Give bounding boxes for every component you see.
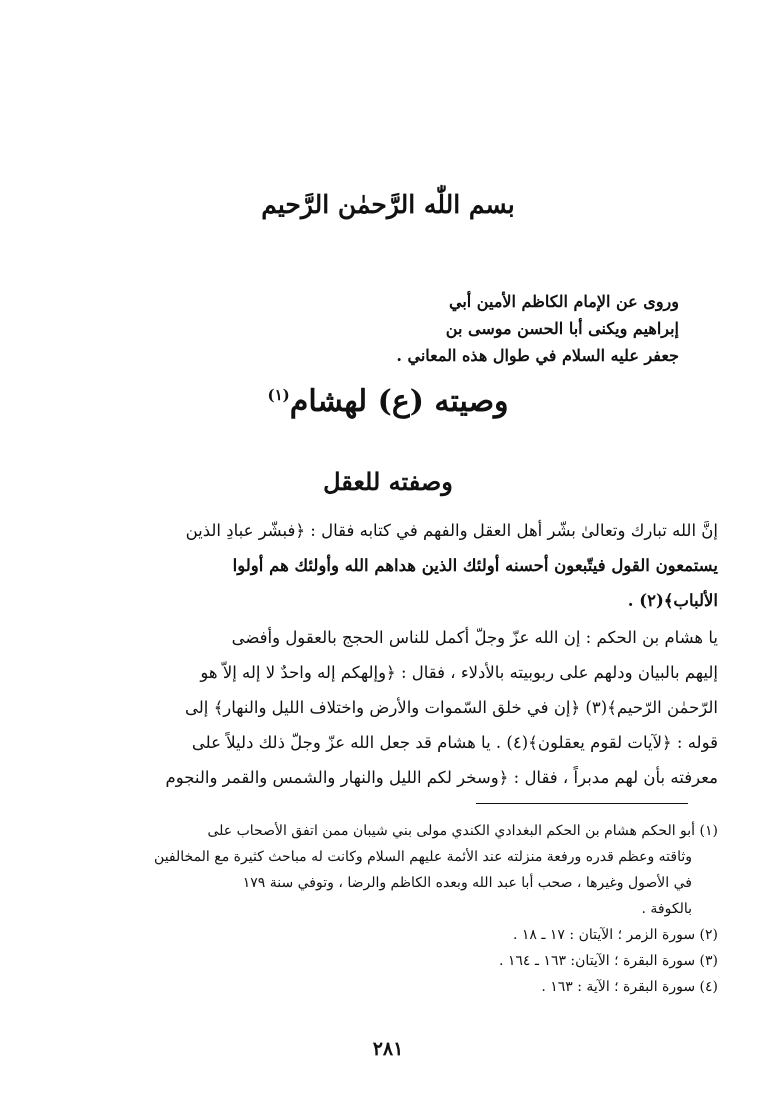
paragraph-line: إنَّ الله تبارك وتعالىٰ بشّر أهل العقل والفهم في كتابه فقال : ﴿فبشّر عبادِ الذين	[185, 521, 718, 540]
paragraph-line: يستمعون القول فيتّبعون أحسنه أولئك الذين هداهم الله وأولئك هم أولوا	[232, 556, 718, 575]
footnote-3: (٣) سورة البقرة ؛ الآيتان: ١٦٣ ـ ١٦٤ .	[498, 953, 718, 969]
basmala-heading: بسم اللّٰه الرَّحمٰن الرَّحيم	[261, 190, 515, 219]
footnote-divider	[476, 803, 688, 804]
intro-text	[379, 288, 679, 369]
paragraph-line: إليهم بالبيان ودلهم على ربوبيته بالأدلاء ، فقال : ﴿وإلهكم إله واحدٌ لا إله إلاّ هو	[200, 663, 718, 682]
intro-line: إبراهيم ويكنى أبا الحسن موسى بن	[445, 319, 679, 338]
chapter-title	[0, 384, 776, 419]
footnote-1-line: بالكوفة .	[641, 901, 692, 917]
footnote-1-line: وثاقته وعظم قدره ورفعة منزلته عند الأئمة عليهم السلام وكانت له مباحث كثيرة مع المخالفين	[154, 849, 692, 865]
paragraph-1	[46, 513, 718, 618]
paragraph-line: الرّحمٰن الرّحيم﴾(٣) ﴿إن في خلق السّموات والأرض واختلاف الليل والنهار﴾ إلى	[184, 698, 718, 717]
footnote-1-line: (١) أبو الحكم هشام بن الحكم البغدادي الكندي مولى بني شيبان ممن اتفق الأصحاب على	[207, 823, 718, 839]
footnotes	[46, 818, 718, 1000]
title-footnote-ref: (١)	[267, 386, 290, 404]
paragraph-line: قوله : ﴿لآيات لقوم يعقلون﴾(٤) . يا هشام قد جعل الله عزّ وجلّ ذلك دليلاً على	[191, 733, 718, 752]
intro-line: وروى عن الإمام الكاظم الأمين أبي	[449, 292, 679, 311]
footnote-1-line: في الأصول وغيرها ، صحب أبا عبد الله وبعده الكاظم والرضا ، وتوفي سنة ١٧٩	[242, 875, 692, 891]
chapter-title-text: وصيته (ع) لهشام	[289, 384, 509, 419]
paragraph-line: معرفته بأن لهم مدبراً ، فقال : ﴿وسخر لكم الليل والنهار والشمس والقمر والنجوم	[165, 768, 718, 787]
page-number: ٢٨١	[372, 1038, 404, 1060]
section-title: وصفته للعقل	[323, 467, 453, 496]
paragraph-2	[46, 620, 718, 795]
intro-line: جعفر عليه السلام في طوال هذه المعاني .	[396, 346, 679, 365]
paragraph-line: الألباب﴾(٢) .	[627, 591, 718, 610]
footnote-4: (٤) سورة البقرة ؛ الآية : ١٦٣ .	[541, 979, 718, 995]
footnote-2: (٢) سورة الزمر ؛ الآيتان : ١٧ ـ ١٨ .	[512, 927, 718, 943]
paragraph-line: يا هشام بن الحكم : إن الله عزّ وجلّ أكمل للناس الحجج بالعقول وأفضى	[231, 628, 718, 647]
